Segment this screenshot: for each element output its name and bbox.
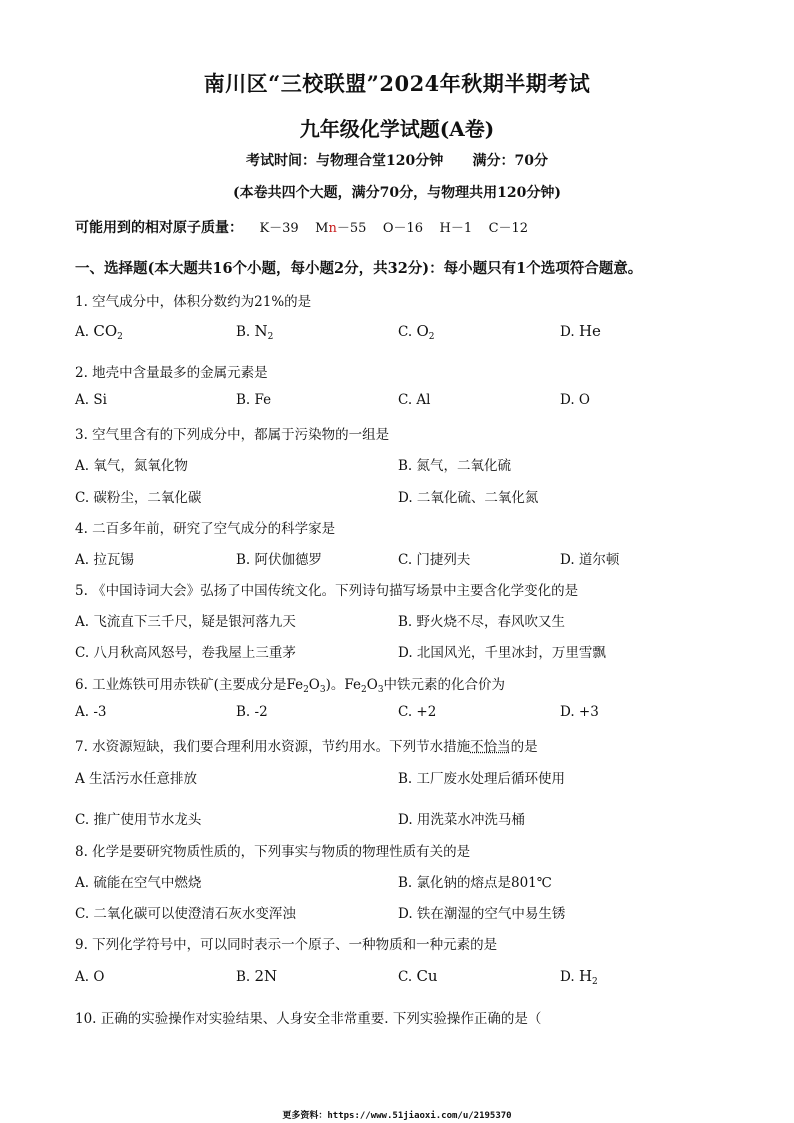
question-5-stem: 5. 《中国诗词大会》弘扬了中国传统文化。下列诗句描写场景中主要含化学变化的是 [75, 583, 579, 599]
question-6-option-c: C. +2 [398, 704, 437, 720]
question-9-option-c [398, 967, 438, 985]
question-3-option-d: D. 二氧化硫、二氧化氮 [398, 490, 539, 506]
question-9-stem: 9. 下列化学符号中，可以同时表示一个原子、一种物质和一种元素的是 [75, 937, 498, 953]
exam-subtitle: 九年级化学试题(A卷) [299, 117, 495, 141]
atomic-masses-label: 可能用到的相对原子质量： [75, 220, 243, 236]
subscript: 2 [428, 332, 435, 342]
question-7-option-b: B. 工厂废水处理后循环使用 [398, 771, 566, 787]
question-5-option-d: D. 北国风光，千里冰封，万里雪飘 [398, 645, 606, 661]
question-7-option-a: A 生活污水任意排放 [75, 771, 198, 787]
chem-formula: 2N [254, 967, 278, 985]
question-2-option-c: C. Al [398, 392, 431, 408]
option-letter: D. [560, 969, 575, 985]
chem-formula [93, 322, 123, 340]
subscript: 2 [267, 332, 274, 342]
chem-formula [416, 322, 434, 340]
question-9-option-d [560, 967, 598, 987]
formula-text: N [254, 322, 268, 340]
exam-time-line: 考试时间：与物理合堂120分钟 满分：70分 [246, 153, 548, 169]
question-4-option-d: D. 道尔顿 [560, 552, 620, 568]
option-letter: A. [75, 324, 90, 340]
option-letter: C. [398, 969, 413, 985]
stem-part: O [366, 677, 378, 693]
mass-mn-m: M [315, 221, 329, 236]
emphasis-text: 不恰当 [470, 739, 511, 755]
question-10-stem: 10. 正确的实验操作对实验结果、人身安全非常重要. 下列实验操作正确的是（ [75, 1011, 542, 1027]
question-7-option-d: D. 用洗菜水冲洗马桶 [398, 812, 525, 828]
mass-c: C－12 [488, 221, 529, 236]
footer-source: 更多资料：https://www.51jiaoxi.com/u/2195370 [282, 1111, 512, 1121]
question-8-option-c: C. 二氧化碳可以使澄清石灰水变浑浊 [75, 906, 296, 922]
question-4-option-a: A. 拉瓦锡 [75, 552, 134, 568]
chem-formula [255, 322, 274, 340]
mass-mn [315, 217, 366, 236]
section-heading: 一、选择题(本大题共16个小题，每小题2分，共32分)：每小题只有1个选项符合题意。 [75, 260, 643, 277]
subscript: 2 [303, 685, 309, 695]
question-4-option-c: C. 门捷列夫 [398, 552, 471, 568]
option-letter: B. [236, 324, 251, 340]
exam-note: (本卷共四个大题，满分70分，与物理共用120分钟) [233, 185, 561, 201]
chem-formula [579, 967, 598, 985]
question-2-stem: 2. 地壳中含量最多的金属元素是 [75, 365, 268, 381]
subscript: 2 [592, 977, 598, 987]
question-2-option-d: D. O [560, 392, 590, 408]
option-letter: C. [398, 324, 413, 340]
question-7-option-c: C. 推广使用节水龙头 [75, 812, 202, 828]
mass-h: H－1 [439, 221, 473, 236]
question-9-option-a: A. O [75, 969, 105, 985]
question-1-option-c [398, 322, 434, 342]
question-5-option-c: C. 八月秋高风怒号，卷我屋上三重茅 [75, 645, 296, 661]
stem-part: 7. 水资源短缺，我们要合理利用水资源，节约用水。下列节水措施 [75, 739, 471, 755]
formula-text: CO [93, 322, 118, 340]
question-1-option-d [560, 322, 601, 340]
question-3-option-a: A. 氧气，氮氧化物 [75, 458, 188, 474]
atomic-masses [75, 217, 528, 237]
stem-part: 的是 [510, 739, 538, 755]
subscript: 2 [117, 332, 123, 342]
question-3-option-c: C. 碳粉尘，二氧化碳 [75, 490, 202, 506]
question-1-stem: 1. 空气成分中，体积分数约为21%的是 [75, 294, 312, 310]
question-9-option-b [236, 967, 277, 985]
chem-formula: Cu [416, 967, 438, 985]
mass-mn-value: －55 [336, 221, 367, 236]
question-1-option-b [236, 322, 273, 342]
question-5-option-b: B. 野火烧不尽，春风吹又生 [398, 614, 566, 630]
question-3-stem: 3. 空气里含有的下列成分中，都属于污染物的一组是 [75, 427, 390, 443]
question-4-option-b: B. 阿伏伽德罗 [236, 552, 323, 568]
question-6-option-d: D. +3 [560, 704, 599, 720]
stem-part: 中铁元素的化合价为 [383, 677, 506, 693]
question-8-option-b: B. 氯化钠的熔点是801℃ [398, 875, 552, 891]
question-8-stem: 8. 化学是要研究物质性质的，下列事实与物质的物理性质有关的是 [75, 844, 471, 860]
question-5-option-a: A. 飞流直下三千尺，疑是银河落九天 [75, 614, 296, 630]
question-3-option-b: B. 氮气，二氧化硫 [398, 458, 512, 474]
question-2-option-b: B. Fe [236, 392, 272, 408]
question-8-option-a: A. 硫能在空气中燃烧 [75, 875, 202, 891]
question-6-option-b: B. -2 [236, 704, 268, 720]
stem-part: )。Fe [325, 677, 361, 693]
stem-part: O [308, 677, 320, 693]
question-7-stem [75, 735, 538, 755]
formula-text: H [578, 967, 593, 985]
mass-k: K－39 [259, 221, 299, 236]
exam-title: 南川区“三校联盟”2024年秋期半期考试 [203, 71, 591, 96]
question-6-option-a: A. -3 [75, 704, 107, 720]
stem-part: 6. 工业炼铁可用赤铁矿(主要成分是Fe [75, 677, 304, 693]
question-8-option-d: D. 铁在潮湿的空气中易生锈 [398, 906, 566, 922]
option-letter: D. [560, 324, 575, 340]
subscript: 3 [319, 685, 326, 695]
option-letter: B. [236, 969, 251, 985]
mass-mn-n: n [328, 221, 337, 236]
formula-text: O [416, 322, 429, 340]
chem-formula: He [578, 322, 601, 340]
question-6-stem [75, 673, 505, 695]
question-2-option-a: A. Si [75, 392, 107, 408]
question-4-stem: 4. 二百多年前，研究了空气成分的科学家是 [75, 521, 336, 537]
mass-o: O－16 [382, 221, 424, 236]
subscript: 2 [361, 685, 367, 695]
question-1-option-a [75, 322, 123, 342]
subscript: 3 [377, 685, 384, 695]
